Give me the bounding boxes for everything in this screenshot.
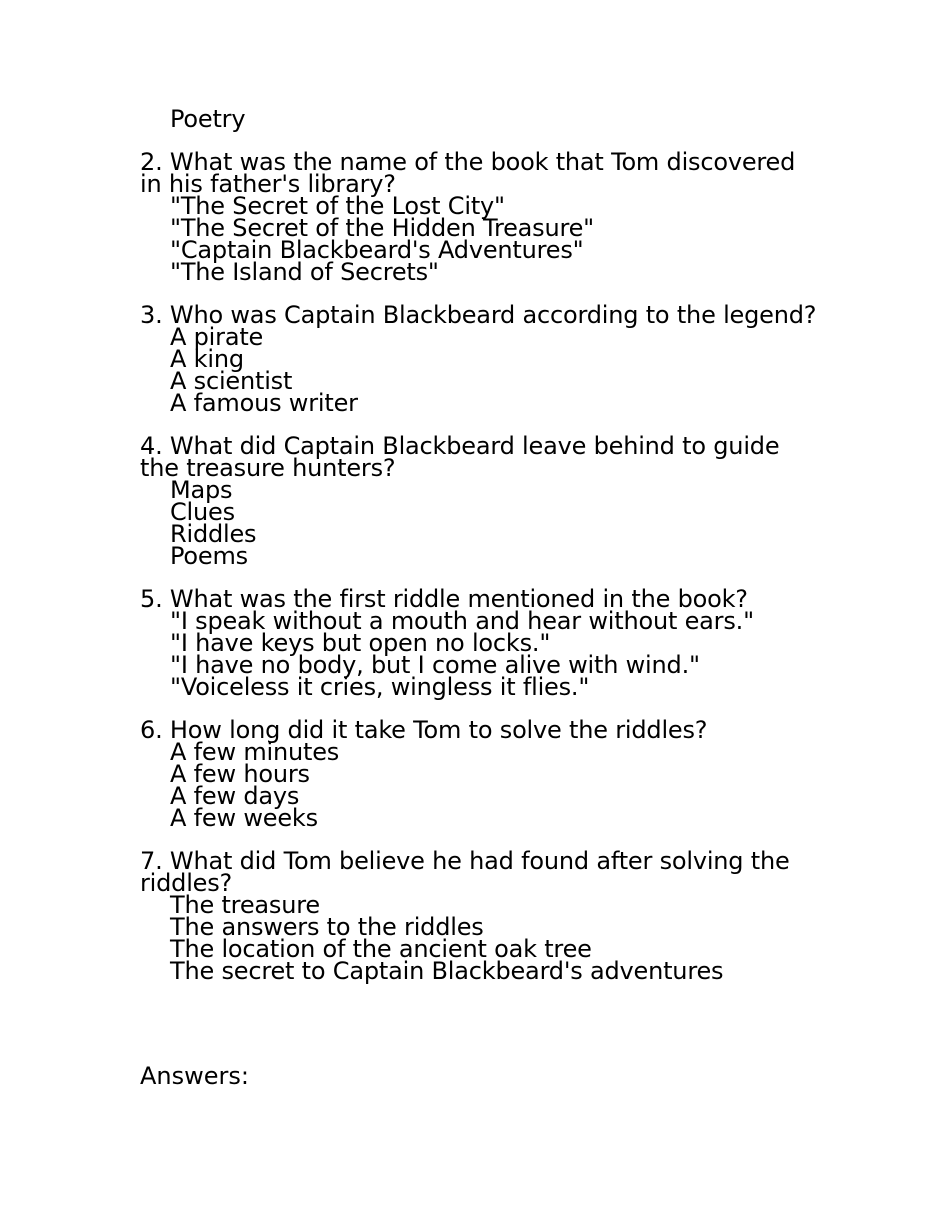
option: A few hours: [170, 760, 310, 788]
option: Riddles: [170, 520, 257, 548]
option: The answers to the riddles: [170, 913, 484, 941]
question-6: [140, 716, 820, 832]
option: A few minutes: [170, 738, 340, 766]
option: "I have no body, but I come alive with wind.": [170, 651, 700, 679]
question-2: [140, 148, 820, 286]
question-5: [140, 585, 820, 701]
option: A few weeks: [170, 804, 318, 832]
option: A king: [170, 345, 244, 373]
option: The location of the ancient oak tree: [170, 935, 592, 963]
question-text: 3. Who was Captain Blackbeard according to the legend?: [140, 301, 817, 329]
lead-option: Poetry: [170, 105, 246, 133]
option: A famous writer: [170, 389, 358, 417]
option: "The Secret of the Lost City": [170, 192, 505, 220]
option: "Captain Blackbeard's Adventures": [170, 236, 584, 264]
option: Maps: [170, 476, 233, 504]
question-text: 2. What was the name of the book that Tom discovered in his father's library?: [140, 148, 796, 198]
option: The treasure: [170, 891, 320, 919]
question-text: 5. What was the first riddle mentioned in the book?: [140, 585, 748, 613]
option: "I have keys but open no locks.": [170, 629, 551, 657]
question-text: 6. How long did it take Tom to solve the riddles?: [140, 716, 708, 744]
question-text: 4. What did Captain Blackbeard leave behind to guide the treasure hunters?: [140, 432, 780, 482]
option: "I speak without a mouth and hear without ears.": [170, 607, 754, 635]
option: A scientist: [170, 367, 293, 395]
option: "The Secret of the Hidden Treasure": [170, 214, 595, 242]
quiz-content: [140, 105, 820, 985]
option: The secret to Captain Blackbeard's adventures: [170, 957, 724, 985]
question-7: [140, 847, 820, 985]
option: A few days: [170, 782, 300, 810]
option: "Voiceless it cries, wingless it flies.": [170, 673, 590, 701]
question-3: [140, 301, 820, 417]
option: A pirate: [170, 323, 264, 351]
question-4: [140, 432, 820, 570]
answers-heading: Answers:: [140, 1062, 249, 1090]
option: "The Island of Secrets": [170, 258, 439, 286]
question-text: 7. What did Tom believe he had found after solving the riddles?: [140, 847, 790, 897]
option: Clues: [170, 498, 235, 526]
option: Poems: [170, 542, 248, 570]
